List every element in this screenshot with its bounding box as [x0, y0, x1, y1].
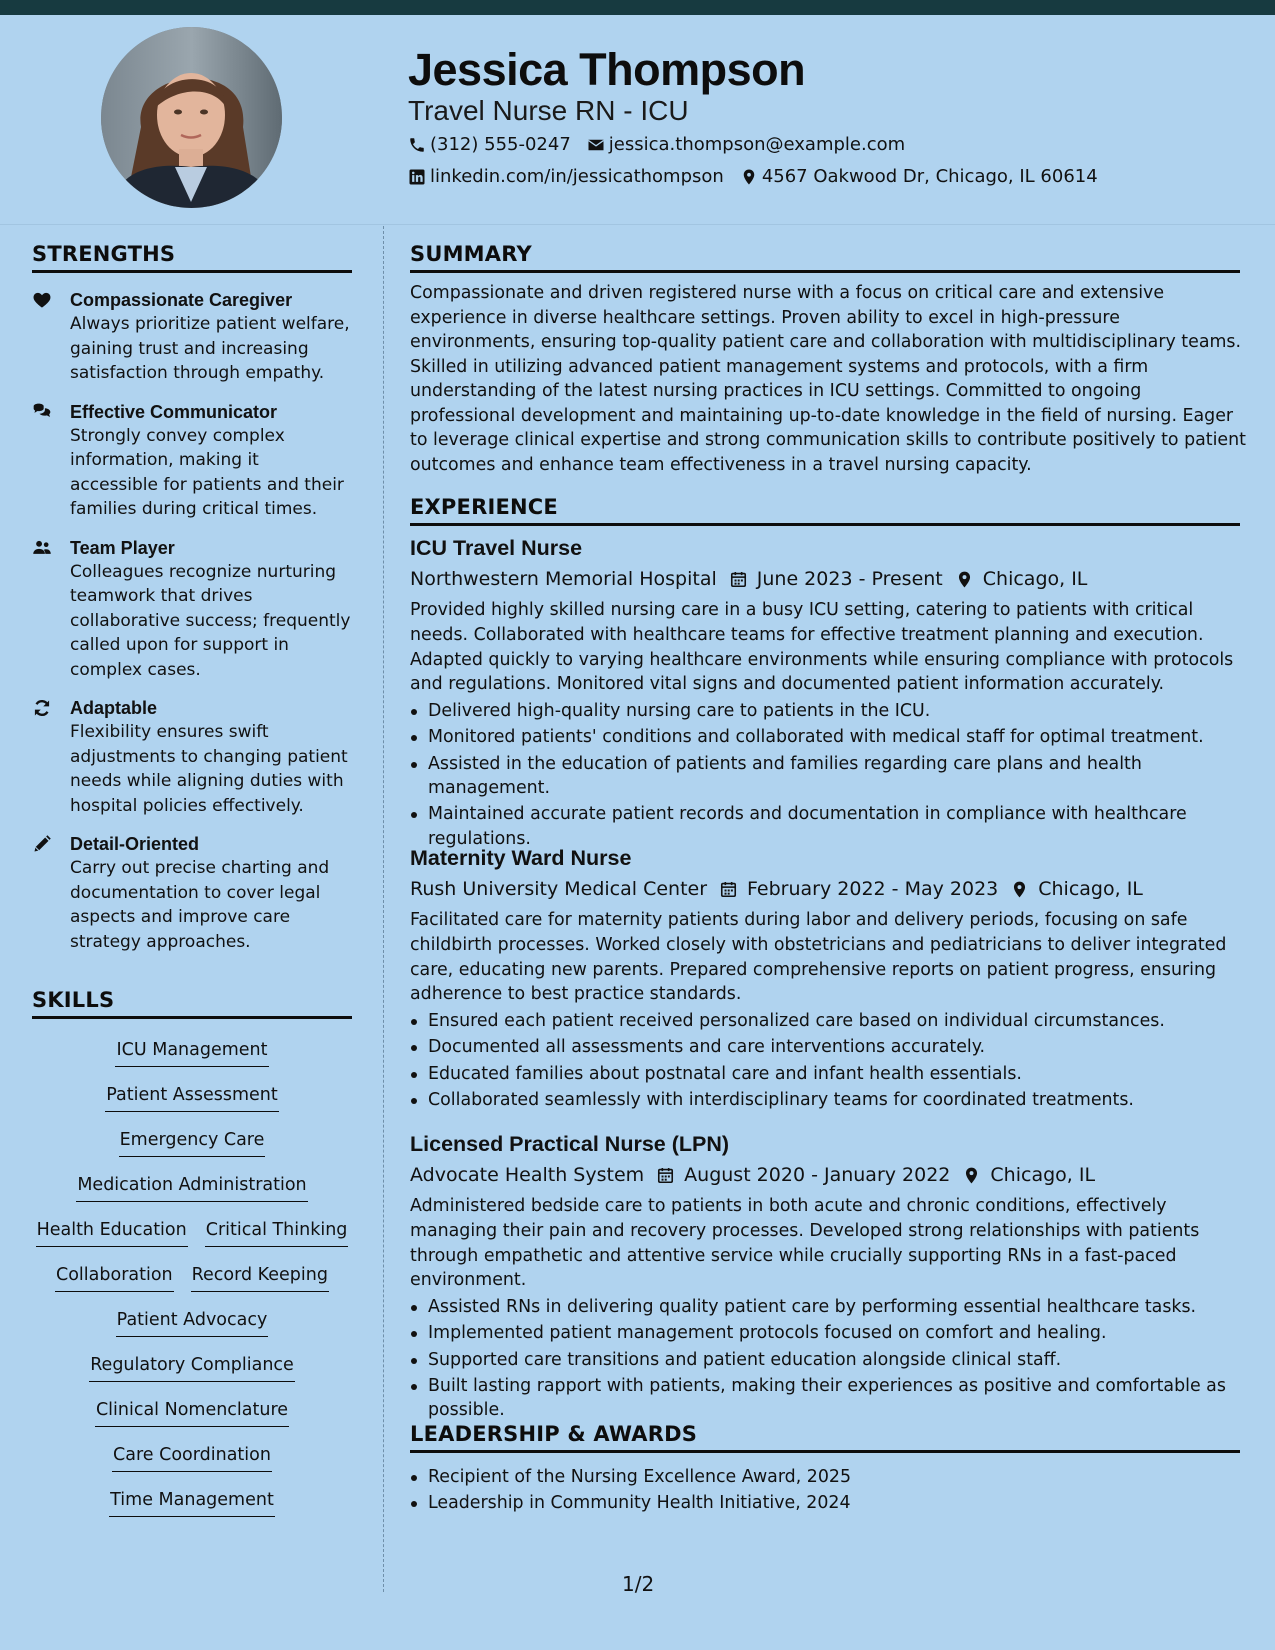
skill-tag: Clinical Nomenclature [95, 1398, 289, 1427]
skill-tag: Health Education [36, 1218, 188, 1247]
skill-tag: Care Coordination [112, 1443, 272, 1472]
skill-tag: Critical Thinking [205, 1218, 349, 1247]
map-marker-icon [1010, 880, 1029, 899]
strengths-heading: STRENGTHS [32, 242, 352, 273]
strength-title: Adaptable [70, 698, 158, 718]
strength-title: Effective Communicator [70, 401, 278, 422]
job-meta [410, 1161, 1246, 1189]
address-contact [740, 166, 1098, 187]
skill-tag: Time Management [109, 1488, 275, 1517]
list-item: Implemented patient management protocols focused on comfort and healing. [410, 1321, 1246, 1345]
job-meta [410, 875, 1246, 903]
strength-title: Team Player [70, 537, 175, 558]
skill-tag: Medication Administration [76, 1173, 307, 1202]
strengths-list [32, 288, 352, 968]
list-item: Documented all assessments and care interventions accurately. [410, 1035, 1246, 1059]
job-bullets [410, 1009, 1246, 1112]
skill-tag: Patient Advocacy [116, 1308, 269, 1337]
profile-photo [101, 27, 282, 208]
calendar-icon [656, 1166, 675, 1185]
list-item: Built lasting rapport with patients, making their experiences as positive and comfortable as possible. [410, 1374, 1246, 1423]
job-dates: February 2022 - May 2023 [747, 878, 999, 900]
job-entry [410, 1130, 1246, 1423]
map-marker-icon [740, 168, 758, 186]
job-entry [410, 844, 1246, 1112]
skill-tag: Record Keeping [191, 1263, 329, 1292]
strength-desc: Flexibility ensures swift adjustments to changing patient needs while aligning duties with hospital policies effectively. [70, 722, 348, 816]
linkedin-icon [408, 168, 426, 186]
address-text: 4567 Oakwood Dr, Chicago, IL 60614 [761, 166, 1098, 187]
job-description: Administered bedside care to patients in both acute and chronic conditions, effectively managing their pain and recovery processes. Developed strong relationships with patients through empathetic and attentive service while crucially supporting RNs in a fast-paced environment. [410, 1196, 1200, 1291]
strength-desc: Carry out precise charting and documentation to cover legal aspects and improve care strategy approaches. [70, 858, 330, 952]
job-title: Licensed Practical Nurse (LPN) [410, 1132, 730, 1156]
column-divider [383, 226, 384, 1592]
email-text: jessica.thompson@example.com [608, 134, 906, 155]
awards-heading: LEADERSHIP & AWARDS [410, 1422, 1240, 1453]
strength-desc: Colleagues recognize nurturing teamwork that drives collaborative success; frequently called upon for support in complex cases. [70, 561, 351, 680]
experience-heading: EXPERIENCE [410, 495, 1240, 526]
phone-contact[interactable] [408, 134, 571, 155]
strength-item [32, 536, 352, 683]
contact-line-1 [408, 134, 921, 155]
list-item: Assisted RNs in delivering quality patient care by performing essential healthcare tasks. [410, 1295, 1246, 1319]
job-location: Chicago, IL [990, 1164, 1096, 1186]
list-item: Assisted in the education of patients and families regarding care plans and health management. [410, 752, 1246, 801]
list-item: Maintained accurate patient records and documentation in compliance with healthcare regulations. [410, 802, 1246, 851]
pencil-icon [32, 834, 52, 854]
comments-icon [32, 402, 52, 422]
skills-list [32, 1038, 352, 1533]
skill-tag: Patient Assessment [105, 1083, 278, 1112]
job-employer: Northwestern Memorial Hospital [410, 568, 717, 590]
job-location: Chicago, IL [1038, 878, 1143, 900]
job-description: Facilitated care for maternity patients during labor and delivery periods, focusing on safe childbirth processes. Worked closely with obstetricians and pediatricians to deliver integrated care, educating new parents. Prepared comprehensive reports on patient progress, ensuring adherence to best practice standards. [410, 910, 1227, 1005]
skill-tag: Collaboration [55, 1263, 174, 1292]
job-title: ICU Travel Nurse [410, 536, 583, 560]
job-entry [410, 534, 1246, 851]
job-employer: Rush University Medical Center [410, 878, 708, 900]
summary-heading: SUMMARY [410, 242, 1240, 273]
job-description: Provided highly skilled nursing care in a busy ICU setting, catering to patients with critical needs. Collaborated with healthcare teams for effective treatment planning and execution. Adapted quickly to varying healthcare environments while ensuring compliance with protocols and regulations. Monitored vital signs and documented patient information accurately. [410, 600, 1234, 695]
candidate-role: Travel Nurse RN - ICU [408, 95, 689, 126]
sync-icon [32, 698, 52, 718]
calendar-icon [719, 880, 738, 899]
top-bar [0, 0, 1275, 15]
skill-tag: ICU Management [115, 1038, 268, 1067]
contact-line-2 [408, 166, 1114, 187]
strength-desc: Always prioritize patient welfare, gaining trust and increasing satisfaction through empathy. [70, 314, 350, 383]
job-bullets [410, 1295, 1246, 1422]
list-item: Monitored patients' conditions and collaborated with medical staff for optimal treatment. [410, 725, 1246, 749]
heart-icon [32, 290, 52, 310]
awards-list [410, 1463, 1246, 1516]
strength-desc: Strongly convey complex information, making it accessible for patients and their families during critical times. [70, 425, 344, 519]
list-item: Leadership in Community Health Initiative, 2024 [410, 1491, 1246, 1515]
strength-item [32, 400, 352, 522]
phone-text: (312) 555-0247 [430, 134, 571, 155]
list-item: Supported care transitions and patient education alongside clinical staff. [410, 1348, 1246, 1372]
summary-text: Compassionate and driven registered nurse with a focus on critical care and extensive experience in diverse healthcare settings. Proven ability to excel in high-pressure environments, ensuring top-quality patient care and collaboration with multidisciplinary teams. Skilled in utilizing advanced patient management systems and protocols, with a firm understanding of the latest nursing practices in ICU settings. Committed to ongoing professional development and maintaining up-to-date knowledge in the field of nursing. Eager to leverage clinical expertise and strong communication skills to contribute positively to patient outcomes and enhance team effectiveness in a travel nursing capacity. [410, 283, 1246, 475]
header-divider [0, 224, 1275, 225]
candidate-name: Jessica Thompson [408, 44, 806, 95]
job-dates: June 2023 - Present [756, 568, 943, 590]
map-marker-icon [962, 1166, 981, 1185]
skills-heading: SKILLS [32, 988, 352, 1019]
skill-tag: Regulatory Compliance [89, 1353, 295, 1382]
calendar-icon [729, 570, 748, 589]
strength-title: Detail-Oriented [70, 834, 200, 854]
list-item: Educated families about postnatal care and infant health essentials. [410, 1062, 1246, 1086]
job-employer: Advocate Health System [410, 1164, 645, 1186]
list-item: Ensured each patient received personalized care based on individual circumstances. [410, 1009, 1246, 1033]
map-marker-icon [955, 570, 974, 589]
skill-tag: Emergency Care [119, 1128, 266, 1157]
envelope-icon [587, 136, 605, 154]
list-item: Collaborated seamlessly with interdisciplinary teams for coordinated treatments. [410, 1088, 1246, 1112]
email-contact[interactable] [587, 134, 905, 155]
job-bullets [410, 699, 1246, 851]
list-item: Recipient of the Nursing Excellence Award, 2025 [410, 1465, 1246, 1489]
linkedin-contact[interactable] [408, 166, 724, 187]
strength-item [32, 288, 352, 386]
job-location: Chicago, IL [982, 568, 1088, 590]
linkedin-text: linkedin.com/in/jessicathompson [430, 166, 724, 187]
phone-icon [408, 136, 426, 154]
page-number: 1/2 [622, 1572, 655, 1596]
job-dates: August 2020 - January 2022 [684, 1164, 951, 1186]
job-meta [410, 565, 1246, 593]
strength-title: Compassionate Caregiver [70, 290, 293, 310]
job-title: Maternity Ward Nurse [410, 846, 632, 870]
list-item: Delivered high-quality nursing care to patients in the ICU. [410, 699, 1246, 723]
users-icon [32, 538, 52, 558]
strength-item [32, 832, 352, 954]
strength-item [32, 696, 352, 818]
